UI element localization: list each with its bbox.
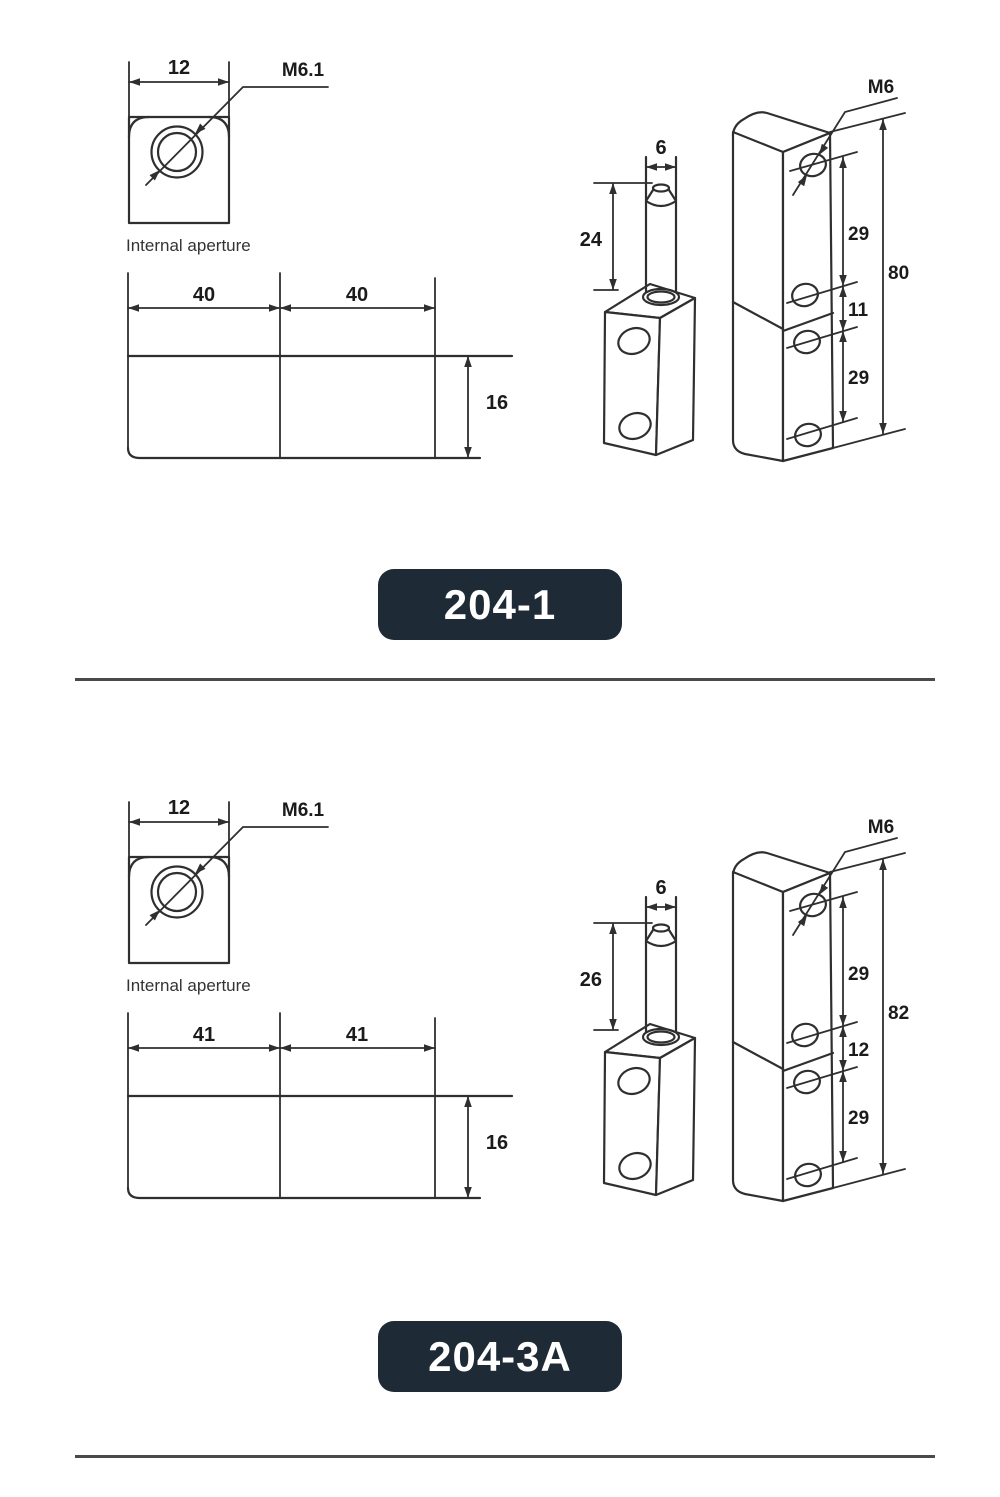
plan-thickness-dim: 16 [485,392,509,414]
section-divider [75,1455,935,1458]
model-number: 204-1 [443,580,557,628]
aperture-drawing [126,797,328,995]
pin-diameter-dim: 6 [655,137,667,159]
plate-spacing-bottom-dim: 29 [848,1108,870,1129]
model-number: 204-3A [428,1332,572,1380]
plan-thickness-dim: 16 [485,1132,509,1154]
aperture-drawing [126,57,328,255]
plate-spacing-middle-dim: 11 [848,300,869,321]
pin-drawing [580,877,695,1195]
plan-left-dim: 41 [192,1024,216,1046]
pin-length-dim: 24 [579,229,602,251]
model-badge [378,1321,622,1392]
technical-drawing-204-1 [0,40,1000,560]
aperture-width-dim: 12 [167,57,191,79]
section-divider [75,678,935,681]
plate-thread-label: M6 [867,77,895,98]
plate-height-dim: 80 [888,263,910,284]
plan-right-dim: 41 [345,1024,369,1046]
aperture-caption: Internal aperture [126,236,251,255]
plan-drawing [128,1013,512,1198]
technical-drawing-204-3A [0,780,1000,1300]
aperture-thread-label: M6.1 [281,800,325,821]
plan-right-dim: 40 [345,284,369,306]
plate-drawing [733,77,909,461]
plan-drawing [128,273,512,458]
plate-spacing-top-dim: 29 [848,224,870,245]
plate-height-dim: 82 [888,1003,910,1024]
model-badge [378,569,622,640]
plate-thread-label: M6 [867,817,895,838]
plate-spacing-top-dim: 29 [848,964,870,985]
pin-drawing [580,137,695,455]
plate-spacing-middle-dim: 12 [848,1040,870,1061]
pin-diameter-dim: 6 [655,877,667,899]
aperture-width-dim: 12 [167,797,191,819]
pin-length-dim: 26 [579,969,602,991]
aperture-caption: Internal aperture [126,976,251,995]
plate-drawing [733,817,909,1201]
plate-spacing-bottom-dim: 29 [848,368,870,389]
plan-left-dim: 40 [192,284,216,306]
aperture-thread-label: M6.1 [281,60,325,81]
